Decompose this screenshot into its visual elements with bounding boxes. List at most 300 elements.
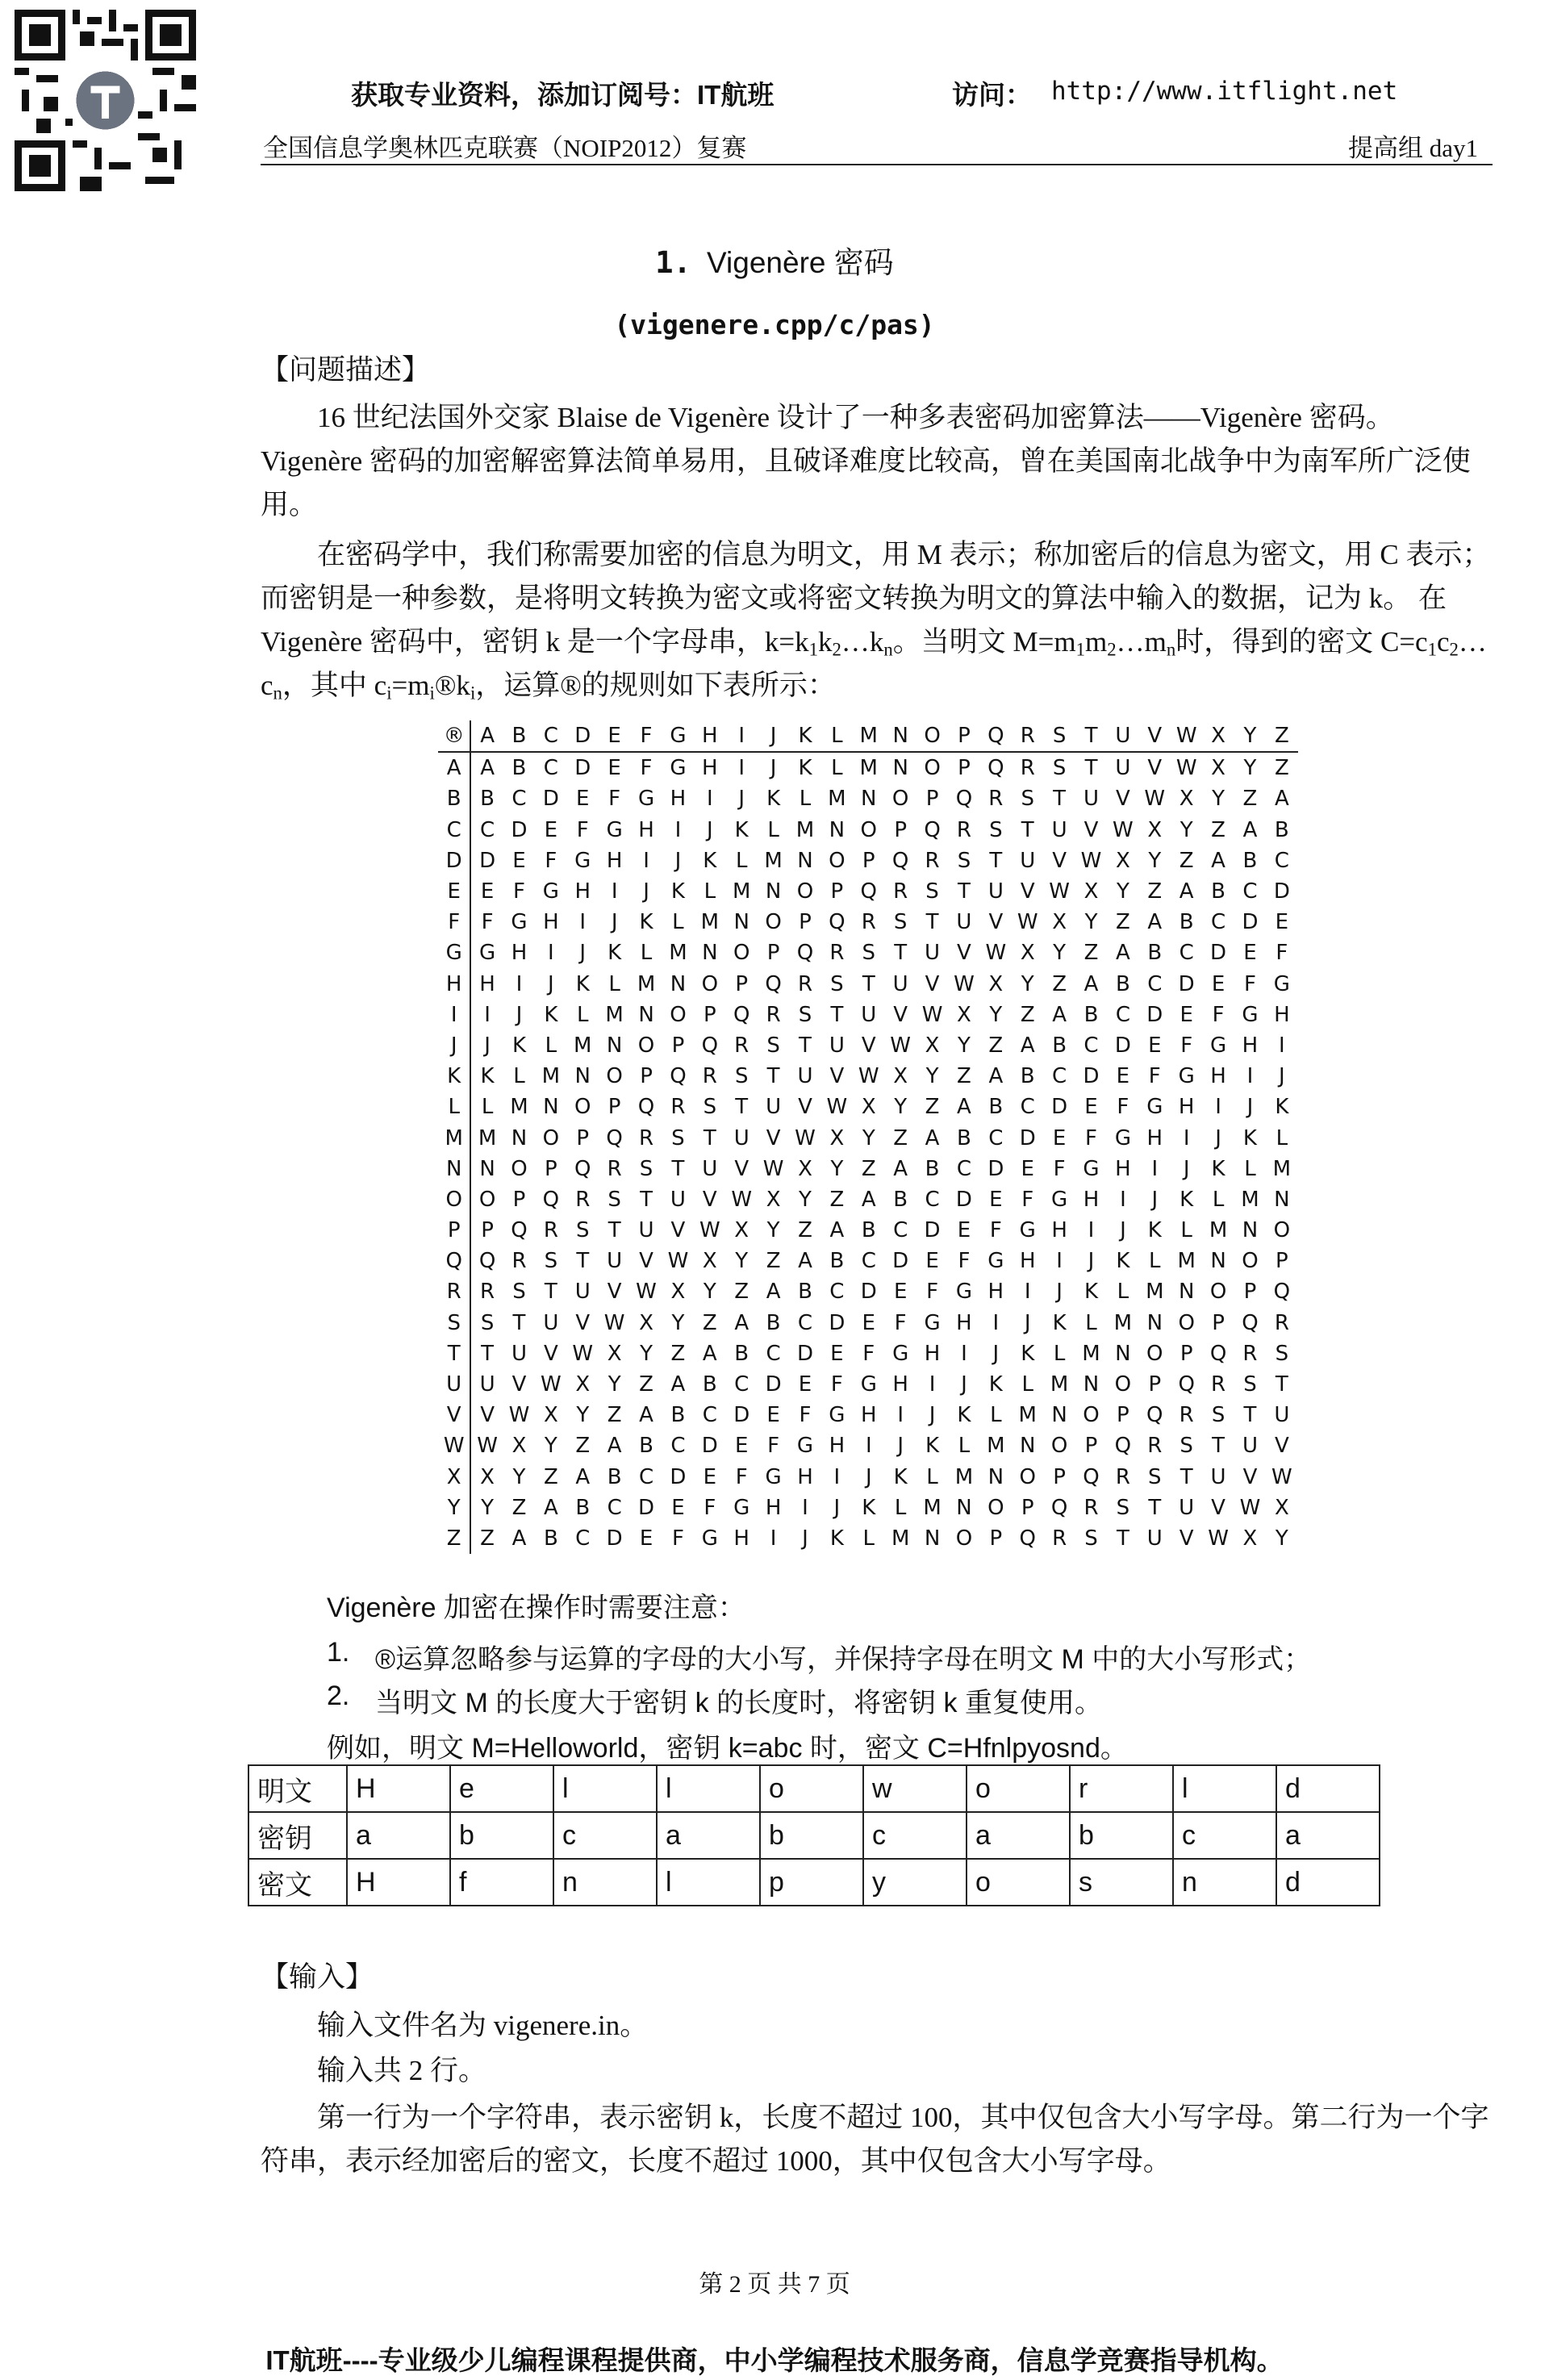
- vigenere-row: [438, 876, 1298, 907]
- vigenere-row: [438, 1493, 1298, 1523]
- cipher-cell: Q: [955, 787, 973, 812]
- example-cell: b: [1070, 1812, 1173, 1859]
- cipher-cell: A: [861, 1187, 876, 1212]
- cipher-cell: Z: [1179, 848, 1194, 873]
- cipher-cell: S: [734, 1064, 749, 1089]
- cipher-cell: A: [1020, 1033, 1035, 1058]
- cipher-cell: O: [1114, 1372, 1132, 1397]
- cipher-cell: S: [893, 910, 908, 935]
- cipher-cell: S: [480, 1310, 495, 1335]
- cipher-cell: T: [1053, 787, 1067, 812]
- cipher-cell: C: [925, 1187, 940, 1212]
- cipher-cell: V: [1052, 848, 1067, 873]
- cipher-cell: C: [607, 1495, 622, 1520]
- cipher-cell: M: [795, 817, 815, 842]
- cipher-cell: H: [543, 910, 559, 935]
- cipher-cell: B: [480, 787, 495, 812]
- cipher-cell: O: [955, 1526, 973, 1551]
- cipher-cell: O: [542, 1125, 560, 1150]
- example-cell: H: [347, 1859, 450, 1906]
- cipher-cell: N: [861, 787, 877, 812]
- vigenere-row: [438, 1122, 1298, 1153]
- cipher-cell: O: [637, 1033, 655, 1058]
- cipher-cell: B: [893, 1187, 908, 1212]
- cipher-cell: E: [671, 1495, 685, 1520]
- example-cell: c: [863, 1812, 967, 1859]
- cipher-cell: S: [1211, 1403, 1225, 1428]
- cipher-cell: K: [893, 1464, 908, 1489]
- cipher-cell: E: [480, 879, 495, 904]
- cipher-cell: V: [1020, 879, 1035, 904]
- example-cell: w: [863, 1765, 967, 1812]
- cipher-cell: V: [861, 1033, 876, 1058]
- cipher-cell: Z: [1274, 756, 1289, 781]
- cipher-cell: Z: [670, 1341, 686, 1366]
- cipher-cell: G: [1019, 1218, 1036, 1243]
- cipher-cell: Z: [1211, 817, 1225, 842]
- cipher-cell: U: [956, 910, 972, 935]
- key-letter-header: Q: [980, 720, 1012, 752]
- cipher-cell: K: [766, 787, 781, 812]
- cipher-cell: R: [575, 1187, 591, 1212]
- cipher-cell: U: [1020, 848, 1036, 873]
- cipher-cell: J: [992, 1341, 1000, 1366]
- problem-number: 1.: [655, 245, 691, 280]
- vigenere-row: [438, 1030, 1298, 1061]
- cipher-cell: G: [733, 1495, 750, 1520]
- cipher-cell: C: [1210, 910, 1226, 935]
- cipher-cell: A: [1147, 910, 1163, 935]
- cipher-cell: E: [1179, 1002, 1193, 1027]
- cipher-cell: U: [574, 1280, 591, 1305]
- cipher-cell: S: [989, 817, 1003, 842]
- cipher-cell: T: [607, 1218, 621, 1243]
- cipher-cell: D: [1210, 941, 1227, 966]
- cipher-cell: K: [639, 910, 653, 935]
- cipher-cell: B: [575, 1495, 591, 1520]
- key-letter-header: K: [789, 720, 820, 752]
- cipher-cell: Q: [796, 941, 814, 966]
- cipher-cell: M: [541, 1064, 561, 1089]
- cipher-cell: G: [1273, 971, 1290, 996]
- cipher-cell: Z: [1020, 1002, 1035, 1027]
- cipher-cell: P: [1021, 1495, 1034, 1520]
- cipher-cell: K: [480, 1064, 495, 1089]
- cipher-cell: P: [894, 817, 907, 842]
- cipher-cell: D: [733, 1403, 750, 1428]
- cipher-cell: L: [1149, 1249, 1161, 1274]
- cipher-cell: E: [734, 1434, 749, 1459]
- cipher-cell: D: [860, 1280, 877, 1305]
- cipher-cell: E: [544, 817, 558, 842]
- cipher-cell: J: [1024, 1310, 1031, 1335]
- vigenere-row: [438, 752, 1298, 783]
- cipher-cell: K: [1242, 1125, 1257, 1150]
- cipher-cell: B: [1274, 817, 1289, 842]
- cipher-cell: J: [833, 1495, 841, 1520]
- cipher-cell: H: [797, 1464, 813, 1489]
- cipher-cell: K: [1052, 1310, 1067, 1335]
- cipher-cell: H: [892, 1372, 908, 1397]
- cipher-cell: O: [1273, 1218, 1291, 1243]
- cipher-cell: I: [611, 879, 618, 904]
- cipher-cell: S: [512, 1280, 526, 1305]
- cipher-cell: Y: [799, 1187, 812, 1212]
- cipher-cell: Q: [829, 910, 845, 935]
- example-row-label: 密钥: [248, 1812, 347, 1859]
- cipher-cell: A: [734, 1310, 749, 1335]
- note-2-number: 2.: [327, 1681, 350, 1711]
- cipher-cell: P: [576, 1125, 590, 1150]
- cipher-cell: C: [511, 787, 527, 812]
- cipher-cell: X: [511, 1434, 527, 1459]
- cipher-cell: V: [702, 1187, 717, 1212]
- cipher-cell: L: [1117, 1280, 1129, 1305]
- cipher-cell: E: [1021, 1156, 1034, 1181]
- cipher-cell: N: [702, 941, 718, 966]
- cipher-cell: Y: [1179, 817, 1193, 842]
- cipher-cell: U: [479, 1372, 495, 1397]
- cipher-cell: N: [638, 1002, 654, 1027]
- cipher-cell: E: [1116, 1064, 1130, 1089]
- cipher-cell: G: [1209, 1033, 1227, 1058]
- cipher-cell: Z: [734, 1280, 749, 1305]
- cipher-cell: C: [638, 1464, 654, 1489]
- cipher-cell: E: [893, 1280, 908, 1305]
- cipher-cell: J: [484, 1033, 491, 1058]
- cipher-cell: T: [703, 1125, 716, 1150]
- vigenere-row: [438, 1000, 1298, 1030]
- example-cell: c: [553, 1812, 657, 1859]
- cipher-cell: E: [639, 1526, 653, 1551]
- example-cell: y: [863, 1859, 967, 1906]
- cipher-cell: X: [702, 1249, 717, 1274]
- example-cell: n: [553, 1859, 657, 1906]
- key-letter-header: V: [1139, 720, 1171, 752]
- plain-letter-header: G: [438, 937, 470, 968]
- cipher-cell: B: [511, 756, 527, 781]
- cipher-cell: K: [925, 1434, 940, 1459]
- cipher-cell: X: [575, 1372, 591, 1397]
- cipher-cell: Z: [766, 1249, 781, 1274]
- cipher-cell: S: [1148, 1464, 1162, 1489]
- cipher-cell: P: [989, 1526, 1003, 1551]
- cipher-cell: J: [929, 1403, 936, 1428]
- cipher-cell: J: [1088, 1249, 1095, 1274]
- cipher-cell: I: [929, 1372, 936, 1397]
- cipher-cell: W: [1017, 910, 1038, 935]
- cipher-cell: U: [1083, 787, 1100, 812]
- cipher-cell: U: [925, 941, 941, 966]
- example-cell: H: [347, 1765, 450, 1812]
- cipher-cell: D: [670, 1464, 687, 1489]
- cipher-cell: S: [925, 879, 939, 904]
- plain-letter-header: F: [438, 907, 470, 937]
- cipher-cell: F: [799, 1403, 812, 1428]
- cipher-cell: L: [1244, 1156, 1256, 1181]
- cipher-cell: H: [860, 1403, 877, 1428]
- cipher-cell: O: [701, 971, 719, 996]
- cipher-cell: G: [1114, 1125, 1131, 1150]
- cipher-cell: I: [1279, 1033, 1285, 1058]
- cipher-cell: J: [1120, 1218, 1126, 1243]
- vigenere-row: [438, 1276, 1298, 1307]
- cipher-cell: B: [1083, 1002, 1099, 1027]
- cipher-cell: Z: [1147, 879, 1163, 904]
- cipher-cell: J: [579, 941, 587, 966]
- cipher-cell: K: [862, 1495, 876, 1520]
- cipher-cell: I: [1024, 1280, 1031, 1305]
- cipher-cell: O: [891, 787, 909, 812]
- cipher-cell: J: [802, 1526, 808, 1551]
- cipher-cell: X: [766, 1187, 781, 1212]
- cipher-cell: M: [605, 1002, 624, 1027]
- cipher-cell: C: [956, 1156, 972, 1181]
- cipher-cell: I: [802, 1495, 808, 1520]
- cipher-cell: N: [829, 817, 845, 842]
- cipher-cell: A: [1211, 848, 1225, 873]
- cipher-cell: W: [921, 1002, 943, 1027]
- cipher-cell: T: [894, 941, 908, 966]
- plain-letter-header: E: [438, 876, 470, 907]
- cipher-cell: Y: [1275, 1526, 1288, 1551]
- cipher-cell: C: [1242, 879, 1258, 904]
- cipher-cell: W: [1271, 1464, 1292, 1489]
- cipher-cell: I: [1056, 1249, 1063, 1274]
- cipher-cell: W: [667, 1249, 689, 1274]
- cipher-cell: I: [484, 1002, 491, 1027]
- key-letter-header: Y: [1234, 720, 1266, 752]
- key-letter-header: D: [567, 720, 599, 752]
- cipher-cell: G: [574, 848, 591, 873]
- cipher-cell: D: [479, 848, 496, 873]
- vigenere-row: [438, 1184, 1298, 1215]
- qr-code: [15, 10, 196, 191]
- cipher-cell: S: [798, 1002, 812, 1027]
- cipher-cell: C: [543, 756, 558, 781]
- cipher-cell: G: [1051, 1187, 1068, 1212]
- cipher-cell: P: [703, 1002, 716, 1027]
- cipher-cell: M: [1113, 1310, 1133, 1335]
- cipher-cell: F: [894, 1310, 907, 1335]
- cipher-cell: V: [1083, 817, 1099, 842]
- cipher-cell: E: [1052, 1125, 1067, 1150]
- vigenere-row: [438, 1061, 1298, 1092]
- vigenere-row: [438, 1400, 1298, 1430]
- cipher-cell: K: [957, 1403, 971, 1428]
- example-cell: d: [1276, 1859, 1380, 1906]
- cipher-cell: F: [1212, 1002, 1225, 1027]
- cipher-cell: A: [829, 1218, 845, 1243]
- cipher-cell: M: [1241, 1187, 1259, 1212]
- cipher-cell: L: [577, 1002, 589, 1027]
- cipher-cell: J: [738, 787, 745, 812]
- cipher-cell: Z: [798, 1218, 812, 1243]
- cipher-cell: M: [732, 879, 751, 904]
- cipher-cell: M: [828, 787, 846, 812]
- cipher-cell: X: [1179, 787, 1194, 812]
- example-cell: a: [1276, 1812, 1380, 1859]
- cipher-cell: C: [829, 1280, 845, 1305]
- cipher-cell: T: [799, 1033, 812, 1058]
- cipher-cell: P: [1148, 1372, 1162, 1397]
- cipher-cell: B: [1052, 1033, 1067, 1058]
- cipher-cell: E: [576, 787, 590, 812]
- cipher-cell: B: [1211, 879, 1225, 904]
- cipher-cell: L: [1212, 1187, 1225, 1212]
- cipher-cell: F: [767, 1434, 780, 1459]
- cipher-cell: D: [796, 1341, 813, 1366]
- cipher-cell: Q: [542, 1187, 560, 1212]
- cipher-cell: G: [670, 756, 687, 781]
- cipher-cell: W: [1239, 1495, 1261, 1520]
- cipher-cell: X: [861, 1095, 876, 1120]
- cipher-cell: F: [1148, 1064, 1161, 1089]
- cipher-cell: A: [639, 1403, 653, 1428]
- cipher-cell: P: [481, 1218, 494, 1243]
- cipher-cell: C: [797, 1310, 813, 1335]
- cipher-cell: Q: [1083, 1464, 1100, 1489]
- example-cell: r: [1070, 1765, 1173, 1812]
- cipher-cell: B: [988, 1095, 1004, 1120]
- cipher-cell: B: [702, 1372, 717, 1397]
- cipher-cell: R: [925, 848, 940, 873]
- cipher-cell: G: [955, 1280, 973, 1305]
- cipher-cell: S: [862, 941, 876, 966]
- cipher-cell: R: [1020, 756, 1035, 781]
- cipher-cell: W: [1049, 879, 1070, 904]
- cipher-cell: A: [702, 1341, 717, 1366]
- cipher-cell: R: [766, 1002, 781, 1027]
- cipher-cell: F: [1276, 941, 1288, 966]
- cipher-cell: V: [1211, 1495, 1225, 1520]
- cipher-cell: G: [765, 1464, 782, 1489]
- plain-letter-header: S: [438, 1308, 470, 1338]
- cipher-cell: X: [480, 1464, 495, 1489]
- cipher-cell: D: [892, 1249, 909, 1274]
- key-letter-header: H: [694, 720, 725, 752]
- vigenere-table: [438, 720, 1298, 1554]
- cipher-cell: C: [1052, 1064, 1067, 1089]
- cipher-cell: K: [544, 1002, 558, 1027]
- cipher-cell: B: [925, 1156, 940, 1181]
- cipher-cell: H: [479, 971, 495, 996]
- key-letter-header: E: [599, 720, 630, 752]
- plain-letter-header: B: [438, 783, 470, 814]
- cipher-cell: R: [1211, 1372, 1226, 1397]
- cipher-cell: F: [1053, 1156, 1066, 1181]
- cipher-cell: C: [480, 817, 495, 842]
- plain-letter-header: U: [438, 1369, 470, 1400]
- cipher-cell: O: [574, 1095, 591, 1120]
- cipher-cell: O: [1209, 1280, 1227, 1305]
- cipher-cell: W: [826, 1095, 848, 1120]
- cipher-cell: W: [890, 1033, 912, 1058]
- description-heading: 【问题描述】: [261, 354, 431, 386]
- cipher-cell: U: [670, 1187, 686, 1212]
- example-cell: e: [450, 1765, 553, 1812]
- cipher-cell: T: [830, 1002, 844, 1027]
- cipher-cell: R: [893, 879, 908, 904]
- problem-name: Vigenère 密码: [707, 246, 894, 279]
- cipher-cell: M: [1177, 1249, 1196, 1274]
- cipher-cell: P: [830, 879, 844, 904]
- cipher-cell: Q: [924, 817, 941, 842]
- cipher-cell: R: [607, 1156, 622, 1181]
- cipher-cell: Q: [1146, 1403, 1163, 1428]
- vigenere-row: [438, 969, 1298, 1000]
- cipher-cell: E: [798, 1372, 812, 1397]
- cipher-cell: Q: [1114, 1434, 1132, 1459]
- cipher-cell: Z: [1115, 910, 1130, 935]
- cipher-cell: S: [830, 971, 844, 996]
- cipher-cell: N: [574, 1064, 591, 1089]
- example-row-label: 密文: [248, 1859, 347, 1906]
- cipher-cell: B: [829, 1249, 845, 1274]
- cipher-cell: C: [1179, 941, 1194, 966]
- cipher-cell: A: [1274, 787, 1289, 812]
- cipher-cell: C: [1274, 848, 1289, 873]
- cipher-cell: H: [511, 941, 528, 966]
- cipher-cell: V: [766, 1125, 781, 1150]
- cipher-cell: T: [925, 910, 939, 935]
- cipher-cell: V: [829, 1064, 845, 1089]
- cipher-cell: D: [765, 1372, 782, 1397]
- cipher-cell: N: [1242, 1218, 1259, 1243]
- cipher-cell: L: [608, 971, 620, 996]
- cipher-cell: Z: [893, 1125, 908, 1150]
- key-letter-header: R: [1012, 720, 1043, 752]
- cipher-cell: Y: [1243, 756, 1257, 781]
- cipher-cell: Z: [1242, 787, 1258, 812]
- cipher-cell: X: [957, 1002, 971, 1027]
- cipher-cell: V: [480, 1403, 495, 1428]
- cipher-cell: W: [1080, 848, 1102, 873]
- cipher-cell: K: [1275, 1095, 1289, 1120]
- cipher-cell: Y: [640, 1341, 653, 1366]
- cipher-cell: D: [829, 1310, 845, 1335]
- site-url[interactable]: http://www.itflight.net: [1051, 77, 1398, 106]
- cipher-cell: I: [1183, 1125, 1190, 1150]
- cipher-cell: X: [1274, 1495, 1289, 1520]
- cipher-cell: E: [830, 1341, 844, 1366]
- cipher-cell: R: [861, 910, 876, 935]
- cipher-cell: M: [954, 1464, 974, 1489]
- cipher-cell: V: [734, 1156, 749, 1181]
- cipher-cell: Y: [958, 1033, 971, 1058]
- cipher-cell: H: [702, 756, 718, 781]
- cipher-cell: E: [1084, 1095, 1098, 1120]
- cipher-cell: A: [480, 756, 495, 781]
- cipher-cell: W: [731, 1187, 753, 1212]
- cipher-cell: B: [1115, 971, 1130, 996]
- cipher-cell: W: [1144, 787, 1166, 812]
- vigenere-row: [438, 1369, 1298, 1400]
- cipher-cell: D: [511, 817, 528, 842]
- cipher-cell: D: [1273, 879, 1290, 904]
- cipher-cell: G: [1083, 1156, 1100, 1181]
- cipher-cell: D: [1051, 1095, 1068, 1120]
- cipher-cell: Q: [1209, 1341, 1227, 1366]
- cipher-cell: F: [1117, 1095, 1129, 1120]
- cipher-cell: X: [798, 1156, 812, 1181]
- cipher-cell: F: [1243, 971, 1256, 996]
- plain-letter-header: V: [438, 1400, 470, 1430]
- cipher-cell: X: [670, 1280, 686, 1305]
- cipher-cell: C: [1083, 1033, 1099, 1058]
- cipher-cell: P: [799, 910, 812, 935]
- cipher-cell: O: [1050, 1434, 1068, 1459]
